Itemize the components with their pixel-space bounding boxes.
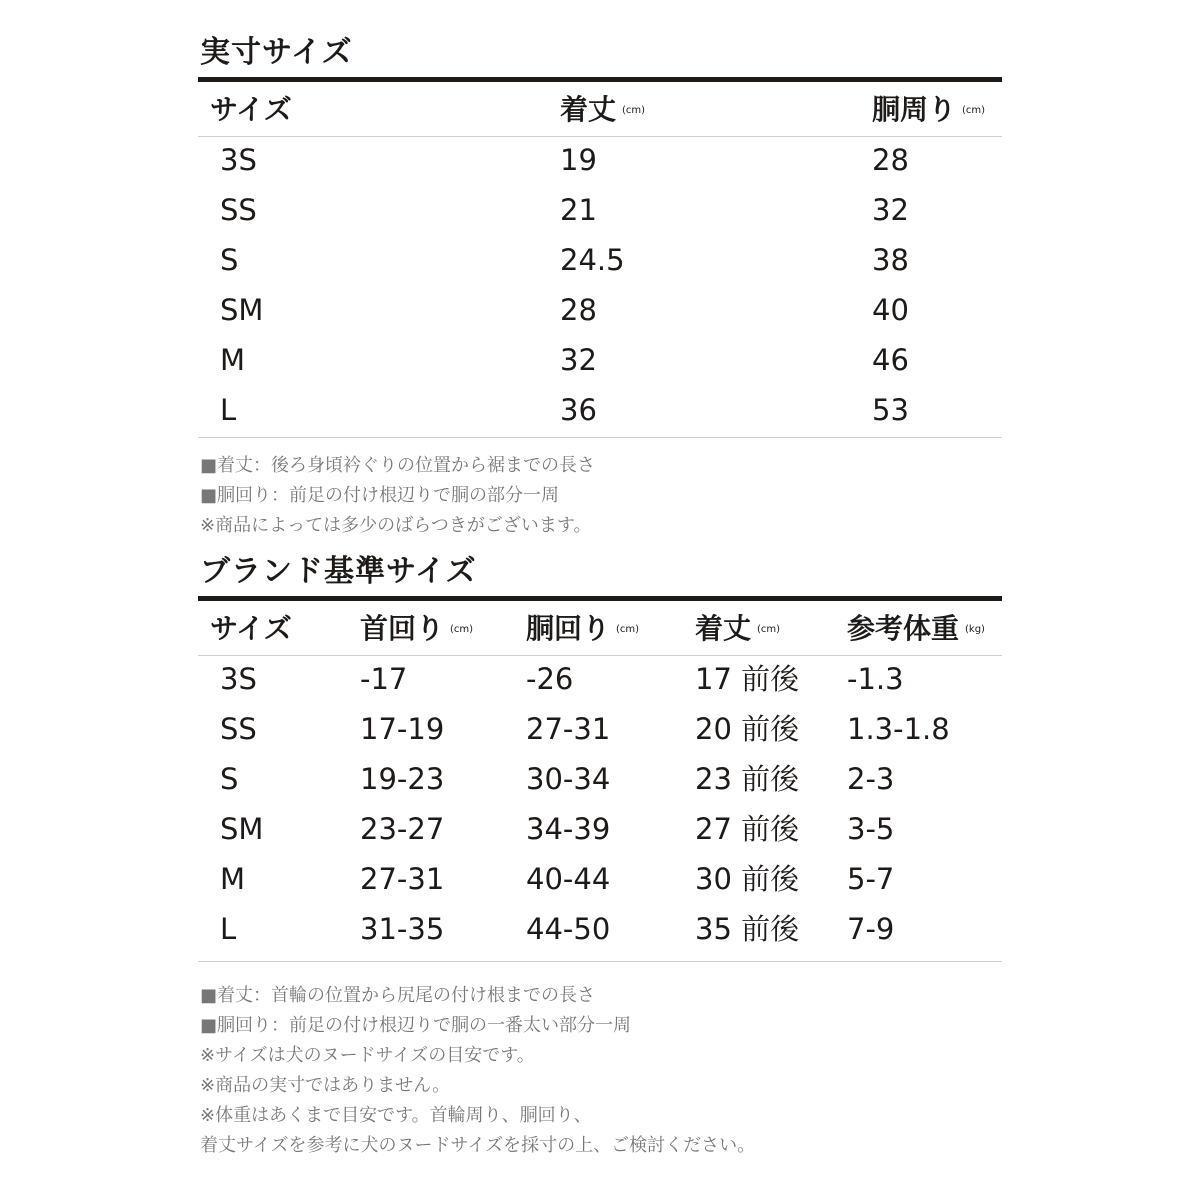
brand-cell-length: 30 前後 xyxy=(695,862,800,896)
brand-cell-weight: 1.3-1.8 xyxy=(847,712,950,746)
actual-note: ■着丈：後ろ身頃衿ぐりの位置から裾までの長さ xyxy=(200,455,596,476)
actual-cell-waist: 38 xyxy=(872,243,909,277)
actual-cell-waist: 32 xyxy=(872,193,909,227)
brand-cell-length: 23 前後 xyxy=(695,762,800,796)
brand-header-waist: 胴回り (cm) xyxy=(526,612,640,645)
brand-cell-weight: 5-7 xyxy=(847,862,895,896)
actual-cell-length: 19 xyxy=(560,143,597,177)
brand-note: ※商品の実寸ではありません。 xyxy=(200,1075,451,1096)
actual-header-divider xyxy=(198,136,1002,137)
brand-cell-length: 27 前後 xyxy=(695,812,800,846)
brand-note: ※体重はあくまで目安です。首輪周り、胴回り、 xyxy=(200,1105,592,1126)
brand-cell-waist: 44-50 xyxy=(526,912,611,946)
brand-cell-neck: 19-23 xyxy=(360,762,445,796)
brand-cell-weight: -1.3 xyxy=(847,662,904,696)
actual-header-waist: 胴周り (cm) xyxy=(872,93,986,126)
brand-cell-waist: 40-44 xyxy=(526,862,611,896)
brand-cell-weight: 3-5 xyxy=(847,812,895,846)
actual-size-top-rule xyxy=(198,77,1002,82)
actual-cell-waist: 40 xyxy=(872,293,909,327)
actual-bottom-divider xyxy=(198,437,1002,438)
brand-header-size: サイズ xyxy=(210,612,292,645)
actual-cell-size: S xyxy=(220,243,239,277)
brand-cell-neck: -17 xyxy=(360,662,408,696)
brand-size-top-rule xyxy=(198,596,1002,601)
brand-cell-length: 17 前後 xyxy=(695,662,800,696)
actual-cell-length: 21 xyxy=(560,193,597,227)
actual-cell-size: M xyxy=(220,343,246,377)
actual-cell-size: SM xyxy=(220,293,264,327)
brand-cell-size: S xyxy=(220,762,239,796)
brand-header-divider xyxy=(198,655,1002,656)
brand-cell-size: 3S xyxy=(220,662,257,696)
actual-cell-waist: 46 xyxy=(872,343,909,377)
actual-header-length: 着丈 (cm) xyxy=(560,93,646,126)
brand-note: ■胴回り：前足の付け根辺りで胴の一番太い部分一周 xyxy=(200,1015,632,1036)
brand-bottom-divider xyxy=(198,961,1002,962)
brand-header-length: 着丈 (cm) xyxy=(695,612,781,645)
brand-note: 着丈サイズを参考に犬のヌードサイズを採寸の上、ご検討ください。 xyxy=(200,1135,756,1156)
actual-cell-waist: 53 xyxy=(872,393,909,427)
brand-header-neck: 首回り (cm) xyxy=(360,612,474,645)
brand-cell-waist: 34-39 xyxy=(526,812,611,846)
actual-cell-size: L xyxy=(220,393,237,427)
brand-cell-neck: 31-35 xyxy=(360,912,445,946)
brand-cell-size: SS xyxy=(220,712,257,746)
actual-cell-length: 32 xyxy=(560,343,597,377)
brand-cell-neck: 27-31 xyxy=(360,862,445,896)
actual-cell-length: 36 xyxy=(560,393,597,427)
brand-header-weight: 参考体重 (kg) xyxy=(847,612,985,645)
brand-cell-waist: 30-34 xyxy=(526,762,611,796)
actual-header-size: サイズ xyxy=(210,93,292,126)
brand-cell-size: SM xyxy=(220,812,264,846)
brand-size-title: ブランド基準サイズ xyxy=(200,554,477,589)
brand-cell-neck: 17-19 xyxy=(360,712,445,746)
actual-cell-length: 24.5 xyxy=(560,243,625,277)
actual-cell-waist: 28 xyxy=(872,143,909,177)
brand-cell-size: M xyxy=(220,862,246,896)
brand-note: ※サイズは犬のヌードサイズの目安です。 xyxy=(200,1045,535,1066)
brand-cell-waist: -26 xyxy=(526,662,574,696)
actual-cell-size: SS xyxy=(220,193,257,227)
actual-note: ※商品によっては多少のばらつきがございます。 xyxy=(200,515,592,536)
brand-cell-weight: 2-3 xyxy=(847,762,895,796)
actual-cell-length: 28 xyxy=(560,293,597,327)
brand-cell-neck: 23-27 xyxy=(360,812,445,846)
brand-cell-weight: 7-9 xyxy=(847,912,895,946)
brand-cell-size: L xyxy=(220,912,237,946)
brand-cell-length: 20 前後 xyxy=(695,712,800,746)
brand-cell-waist: 27-31 xyxy=(526,712,611,746)
brand-note: ■着丈：首輪の位置から尻尾の付け根までの長さ xyxy=(200,985,596,1006)
actual-size-title: 実寸サイズ xyxy=(200,35,353,70)
actual-cell-size: 3S xyxy=(220,143,257,177)
actual-note: ■胴回り：前足の付け根辺りで胴の部分一周 xyxy=(200,485,560,506)
brand-cell-length: 35 前後 xyxy=(695,912,800,946)
